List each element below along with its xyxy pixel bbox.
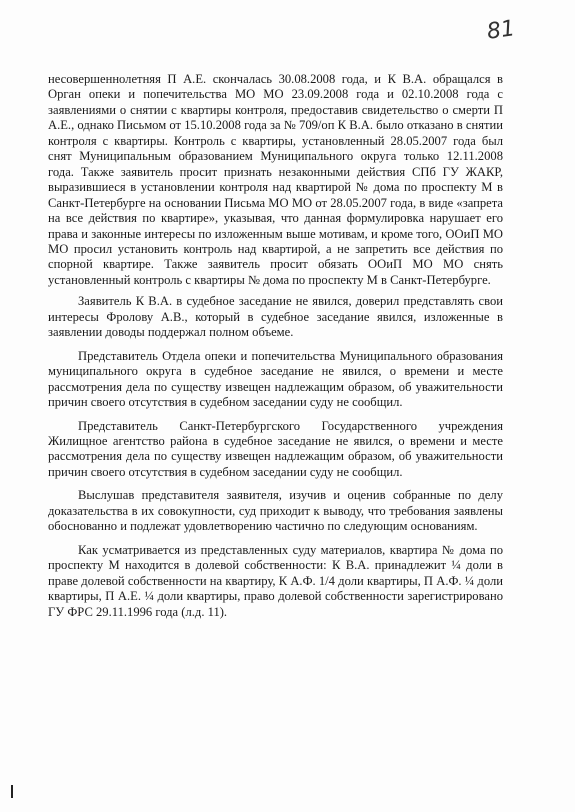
document-body	[48, 72, 503, 628]
paragraph-5: Выслушав представителя заявителя, изучив и оценив собранные по делу доказательства в их совокупности, суд приходит к выводу, что требования заявлены обоснованно и подлежат удовлетворению частично по следующим основаниям.	[48, 488, 503, 534]
paragraph-3: Представитель Отдела опеки и попечительства Муниципального образования муниципального округа в судебное заседание не явился, о времени и месте рассмотрения дела по существу извещен надлежащим образом, об уважительности причин своего отсутствия в судебном заседании суду не сообщил.	[48, 348, 503, 410]
paragraph-2: Заявитель К В.А. в судебное заседание не явился, доверил представлять свои интересы Фролову А.В., который в судебное заседание явился, изложенные в заявлении доводы поддержал полном объеме.	[48, 294, 503, 340]
handwritten-page-number: 81	[485, 16, 517, 45]
paragraph-1: несовершеннолетняя П А.Е. скончалась 30.08.2008 года, и К В.А. обращался в Орган опеки и попечительства МО МО 23.09.2008 года и 02.10.2008 года с заявлениями о снятии с квартиры контроля, предоставив свидетельство о смерти П А.Е., однако Письмом от 15.10.2008 года за № 709/оп К В.А. было отказано в снятии контроля с квартиры. Контроль с квартиры, установленный 28.05.2007 года был снят Муниципальным образованием Муниципального округа только 12.11.2008 года. Также заявитель просит признать незаконными действия СПб ГУ ЖАКР, выразившиеся в установлении контроля над квартирой № дома по проспекту М в Санкт-Петербурге на основании Письма МО МО от 28.05.2007 года, в виде «запрета на все действия по квартире», указывая, что данная формулировка нарушает его права и законные интересы по изложенным выше мотивам, и кроме того, ООиП МО МО просил установить контроль над квартирой, а не запретить все действия по спорной квартире. Также заявитель просит обязать ООиП МО МО снять установленный контроль с квартиры № дома по проспекту М в Санкт-Петербурге.	[48, 72, 503, 287]
scan-margin-mark	[11, 785, 13, 798]
paragraph-6: Как усматривается из представленных суду материалов, квартира № дома по проспекту М находится в долевой собственности: К В.А. принадлежит ¼ доли в праве долевой собственности на квартиру, К А.Ф. 1/4 доли квартиры, П А.Ф. ¼ доли квартиры, П А.Е. ¼ доли квартиры, право долевой собственности зарегистрировано ГУ ФРС 29.11.1996 года (л.д. 11).	[48, 542, 503, 619]
paragraph-4: Представитель Санкт-Петербургского Государственного учреждения Жилищное агентство района в судебное заседание не явился, о времени и месте рассмотрения дела по существу извещен надлежащим образом, об уважительности причин своего отсутствия в судебном заседании суду не сообщил.	[48, 418, 503, 479]
